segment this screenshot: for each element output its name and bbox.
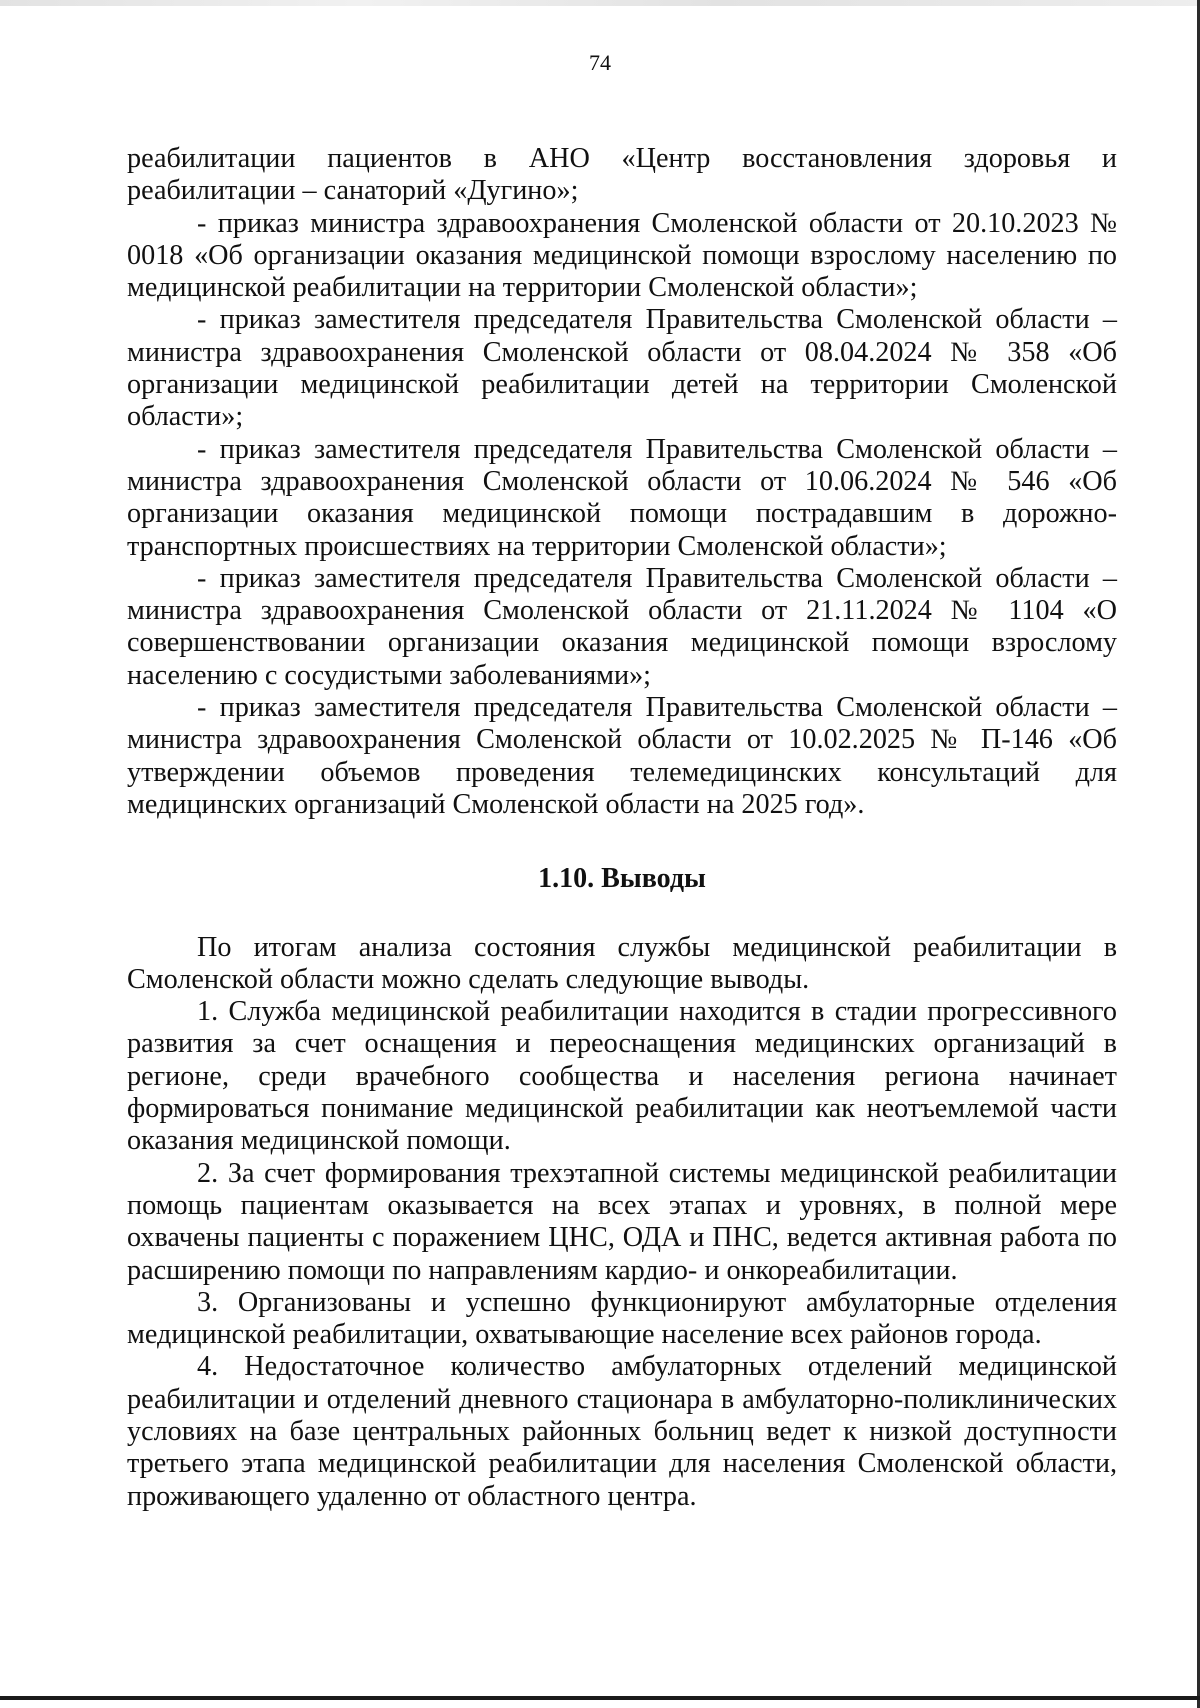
order-item: - приказ заместителя председателя Правительства Смоленской области – министра здравоохранения Смоленской области от 08.04.2024 № 358 «Об организации медицинской реабилитации детей на территории Смоленской области»; bbox=[127, 304, 1117, 433]
conclusion-item: 4. Недостаточное количество амбулаторных отделений медицинской реабилитации и отделений дневного стационара в амбулаторно-поликлинических условиях на базе центральных районных больниц ведет к низкой доступности третьего этапа медицинской реабилитации для населения Смоленской области, проживающего удаленно от областного центра. bbox=[127, 1351, 1117, 1512]
order-item: - приказ заместителя председателя Правительства Смоленской области – министра здравоохранения Смоленской области от 21.11.2024 № 1104 «О совершенствовании организации оказания медицинской помощи взрослому населению с сосудистыми заболеваниями»; bbox=[127, 562, 1117, 691]
paragraph-continuation: реабилитации пациентов в АНО «Центр восстановления здоровья и реабилитации – санаторий «Дугино»; bbox=[127, 143, 1117, 207]
conclusion-item: 2. За счет формирования трехэтапной системы медицинской реабилитации помощь пациентам оказывается на всех этапах и уровнях, в полной мере охвачены пациенты с поражением ЦНС, ОДА и ПНС, ведется активная работа по расширению помощи по направлениям кардио- и онкореабилитации. bbox=[127, 1157, 1117, 1286]
order-item: - приказ заместителя председателя Правительства Смоленской области – министра здравоохранения Смоленской области от 10.02.2025 № П-146 «Об утверждении объемов проведения телемедицинских консультаций для медицинских организаций Смоленской области на 2025 год». bbox=[127, 692, 1117, 820]
page-number: 74 bbox=[589, 50, 611, 75]
order-item: - приказ заместителя председателя Правительства Смоленской области – министра здравоохранения Смоленской области от 10.06.2024 № 546 «Об организации оказания медицинской помощи пострадавшим в дорожно-транспортных происшествиях на территории Смоленской области»; bbox=[127, 433, 1117, 562]
conclusion-item: 1. Служба медицинской реабилитации находится в стадии прогрессивного развития за счет оснащения и переоснащения медицинских организаций в регионе, среди врачебного сообщества и населения региона начинает формироваться понимание медицинской реабилитации как неотъемлемой части оказания медицинской помощи. bbox=[127, 996, 1117, 1157]
conclusion-item: 3. Организованы и успешно функционируют амбулаторные отделения медицинской реабилитации, охватывающие население всех районов города. bbox=[127, 1286, 1117, 1351]
scan-edge-bottom bbox=[0, 1696, 1200, 1700]
scan-edge-top bbox=[0, 0, 1200, 6]
conclusion-intro: По итогам анализа состояния службы медицинской реабилитации в Смоленской области можно сделать следующие выводы. bbox=[127, 931, 1117, 995]
order-item: - приказ министра здравоохранения Смоленской области от 20.10.2023 № 0018 «Об организации оказания медицинской помощи взрослому населению по медицинской реабилитации на территории Смоленской области»; bbox=[127, 207, 1117, 304]
section-heading: 1.10. Выводы bbox=[538, 863, 706, 895]
document-body bbox=[127, 143, 1117, 1513]
